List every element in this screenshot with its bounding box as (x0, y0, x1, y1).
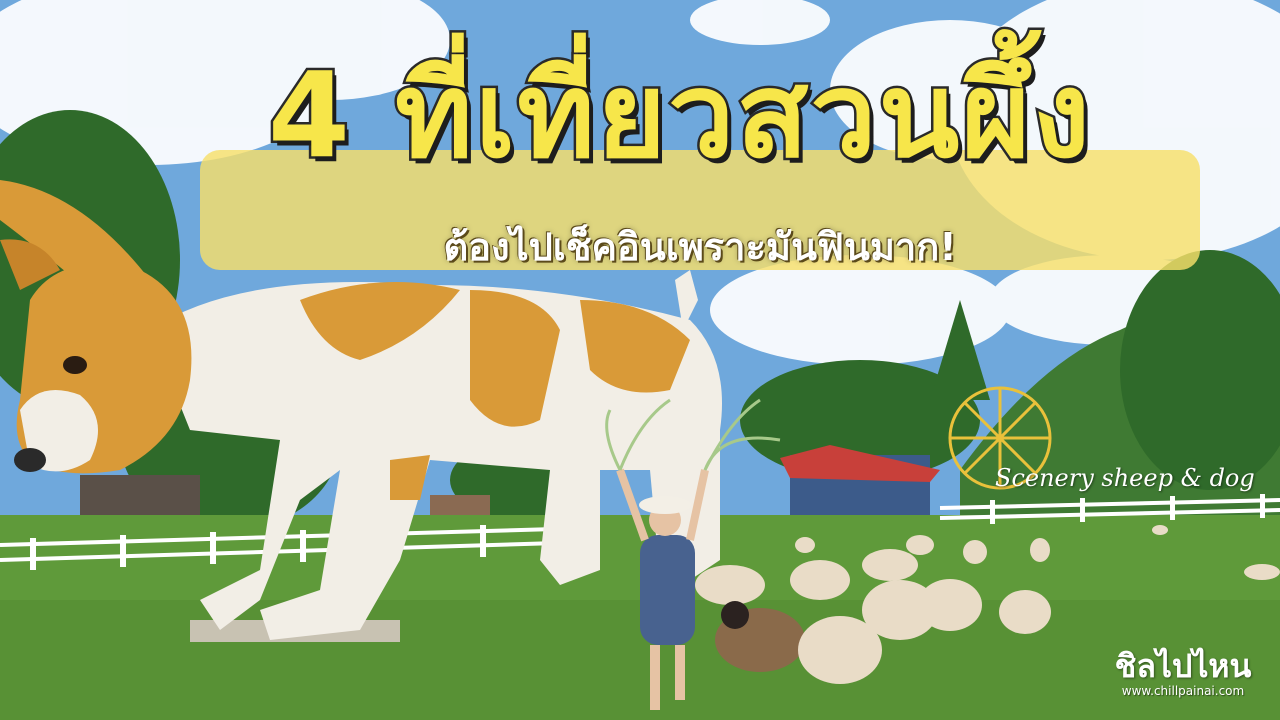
chillpainai-logo (1108, 648, 1258, 698)
headline-overlay (0, 0, 1280, 300)
subtitle: ต้องไปเช็คอินเพราะมันฟินมาก! (443, 225, 957, 269)
logo-url: www.chillpainai.com (1121, 684, 1245, 698)
dog-nose (14, 448, 46, 472)
main-title: 4 ที่เที่ยวสวนผึ้ง (267, 46, 1093, 184)
dog-eye (63, 356, 87, 374)
scenery-sheep-dog-text: Scenery sheep & dog (995, 464, 1255, 492)
logo-name: ชิลไปไหน (1114, 647, 1252, 685)
